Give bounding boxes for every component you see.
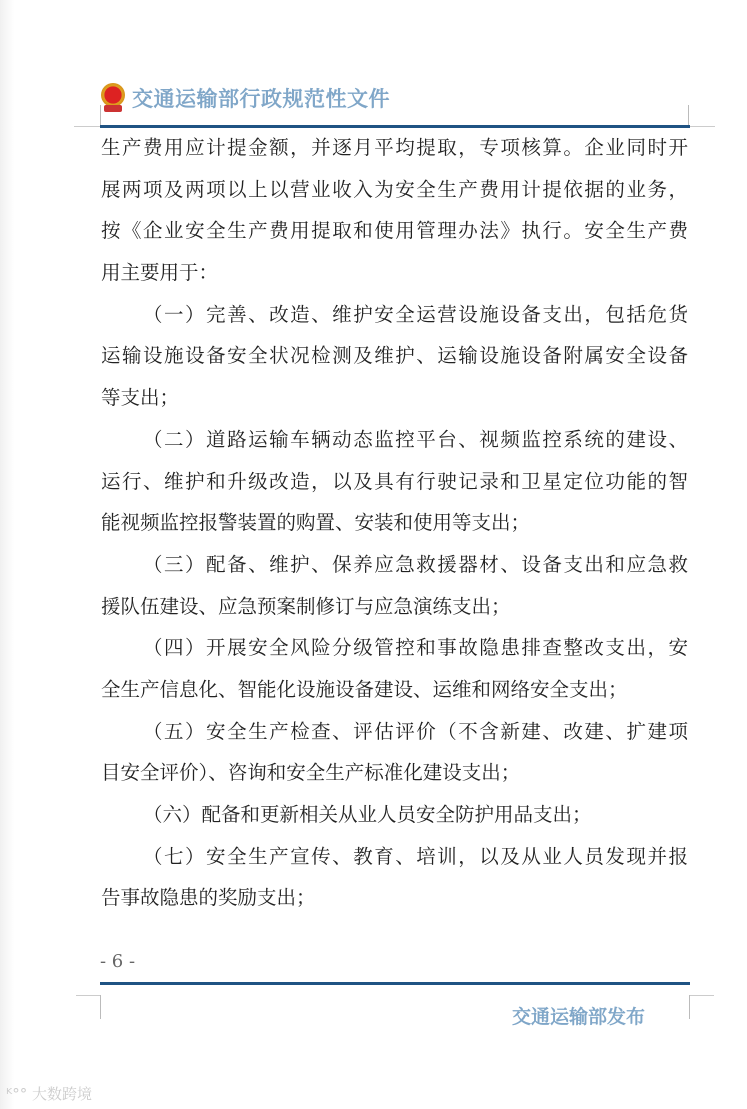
text-line: 告事故隐患的奖励支出； [101, 886, 316, 910]
text-line: 援队伍建设、应急预案制修订与应急演练支出； [101, 594, 511, 618]
text-line: （四）开展安全风险分级管控和事故隐患排查整改支出，安 [143, 636, 688, 660]
text-line: （一）完善、改造、维护安全运营设施设备支出，包括危货 [143, 302, 688, 326]
watermark [6, 1083, 92, 1104]
header-title: 交通运输部行政规范性文件 [132, 86, 390, 111]
footer-rule [100, 982, 690, 985]
text-line: 生产费用应计提金额，并逐月平均提取，专项核算。企业同时开 [101, 136, 688, 159]
watermark-logo-icon: ᴷ°° [6, 1085, 32, 1103]
text-line: （五）安全生产检查、评估评价（不含新建、改建、扩建项 [143, 719, 688, 743]
text-line: 全生产信息化、智能化设施设备建设、运维和网络安全支出； [101, 677, 628, 701]
text-line: （三）配备、维护、保养应急救援器材、设备支出和应急救 [143, 552, 688, 576]
page-number: - 6 - [100, 951, 136, 972]
document-body [101, 127, 688, 919]
text-line: 等支出； [101, 386, 180, 410]
crop-mark-top-left [100, 105, 101, 127]
crop-mark-top-left-h [74, 126, 100, 127]
crop-mark-bottom-right [689, 995, 690, 1019]
publisher: 交通运输部发布 [512, 1006, 646, 1028]
crop-mark-bottom-left-h [76, 995, 100, 996]
text-line: （二）道路运输车辆动态监控平台、视频监控系统的建设、 [143, 427, 688, 451]
watermark-text: 大数跨境 [31, 1085, 92, 1103]
text-line: 按《企业安全生产费用提取和使用管理办法》执行。安全生产费 [101, 219, 688, 243]
text-line: 能视频监控报警装置的购置、安装和使用等支出； [101, 511, 531, 535]
crop-mark-top-right-h [689, 126, 715, 127]
text-line: 用主要用于： [101, 261, 219, 285]
text-line: （七）安全生产宣传、教育、培训，以及从业人员发现并报 [143, 844, 688, 868]
crop-mark-top-right [688, 105, 689, 127]
crop-mark-bottom-right-h [690, 995, 714, 996]
crop-mark-bottom-left [100, 995, 101, 1019]
page-edge-shadow [0, 0, 14, 1109]
text-line: 运输设施设备安全状况检测及维护、运输设施设备附属安全设备 [101, 344, 688, 368]
text-line: 运行、维护和升级改造，以及具有行驶记录和卫星定位功能的智 [101, 469, 688, 493]
national-emblem-icon [100, 83, 126, 113]
text-line: （六）配备和更新相关从业人员安全防护用品支出； [143, 803, 592, 826]
document-header [100, 80, 390, 116]
text-line: 展两项及两项以上以营业收入为安全生产费用计提依据的业务， [101, 177, 688, 201]
text-line: 目安全评价）、咨询和安全生产标准化建设支出； [101, 761, 521, 785]
